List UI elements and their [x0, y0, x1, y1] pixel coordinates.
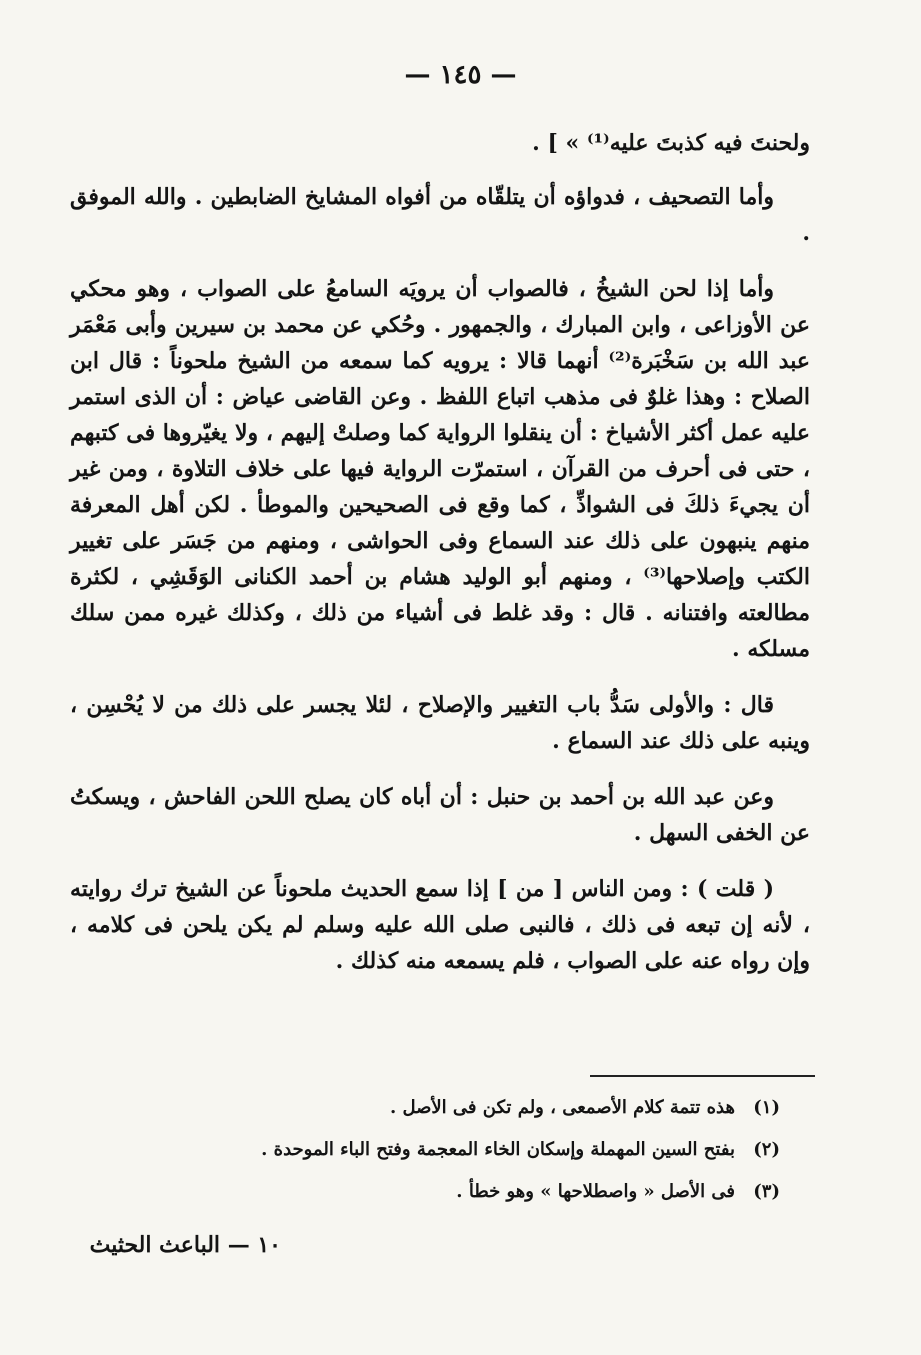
main-text [70, 125, 810, 999]
footnotes [70, 1092, 780, 1218]
footnote-divider [590, 1075, 815, 1077]
paragraph-quote-end: ولحنتَ فيه كذبتَ عليه⁽¹⁾ » ] . [532, 130, 810, 156]
paragraph-awla: قال : والأولى سَدُّ باب التغيير والإصلاح ، لئلا يجسر على ذلك من لا يُحْسِن ، وينبه على ذلك عند السماع . [70, 692, 810, 754]
footnote-number: (٢) [753, 1139, 780, 1160]
paragraph-lahn: وأما إذا لحن الشيخُ ، فالصواب أن يرويَه السامعُ على الصواب ، وهو محكي عن الأوزاعى ، وابن المبارك ، والجمهور . وحُكي عن محمد بن سيرين وأبى مَعْمَر عبد الله بن سَخْبَرة⁽²⁾ أنهما قالا : يرويه كما سمعه من الشيخ ملحوناً : قال ابن الصلاح : وهذا غلوٌ فى مذهب اتباع اللفظ . وعن القاضى عياض : أن الذى استمر عليه عمل أكثر الأشياخ : أن ينقلوا الرواية كما وصلتْ إليهم ، ولا يغيّروها فى كتبهم ، حتى فى أحرف من القرآن ، استمرّت الرواية فيها على خلاف التلاوة ، ومن غير أن يجيءَ ذلكَ فى الشواذِّ ، كما وقع فى الصحيحين والموطأ . لكن أهل المعرفة منهم ينبهون على ذلك عند السماع وفى الحواشى ، ومنهم من جَسَر على تغيير الكتب وإصلاحها⁽³⁾ ، ومنهم أبو الوليد هشام بن أحمد الكنانى الوَقَشِي ، لكثرة مطالعته وافتنانه . قال : وقد غلط فى أشياء من ذلك ، وكذلك غيره ممن سلك مسلكه . [70, 276, 810, 662]
signature-mark: ١٠ — الباعث الحثيث [89, 1232, 281, 1258]
paragraph-ibn-hanbal: وعن عبد الله بن أحمد بن حنبل : أن أباه كان يصلح اللحن الفاحش ، ويسكتُ عن الخفى السهل . [70, 784, 810, 846]
footnote-3 [70, 1176, 780, 1208]
footnote-text: فى الأصل « واصطلاحها » وهو خطأ . [456, 1181, 735, 1202]
paragraph-tashif: وأما التصحيف ، فدواؤه أن يتلقّاه من أفواه المشايخ الضابطين . والله الموفق . [70, 184, 810, 246]
footnote-number: (٣) [753, 1181, 780, 1202]
paragraph-qult: ( قلت ) : ومن الناس [ من ] إذا سمع الحديث ملحوناً عن الشيخ ترك روايته ، لأنه إن تبعه فى ذلك ، فالنبى صلى الله عليه وسلم لم يكن يلحن فى كلامه ، وإن رواه عنه على الصواب ، فلم يسمعه منه كذلك . [70, 876, 810, 974]
footnote-1 [70, 1092, 780, 1124]
page-number: — ١٤٥ — [404, 60, 517, 90]
footnote-number: (١) [753, 1097, 780, 1118]
footnote-2 [70, 1134, 780, 1166]
footnote-text: هذه تتمة كلام الأصمعى ، ولم تكن فى الأصل . [389, 1097, 735, 1118]
footnote-text: بفتح السين المهملة وإسكان الخاء المعجمة وفتح الباء الموحدة . [261, 1139, 735, 1160]
